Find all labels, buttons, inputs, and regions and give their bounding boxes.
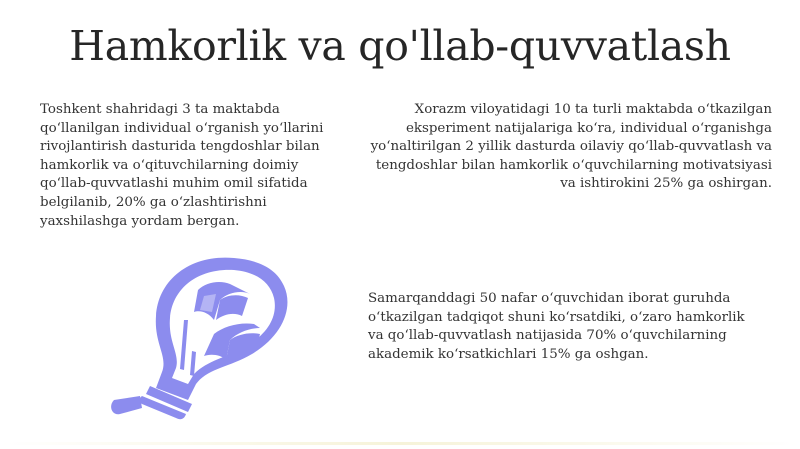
text-block-xorazm: Xorazm viloyatidagi 10 ta turli maktabda oʻtkazilgan eksperiment natijalariga koʻra, individual oʻrganishga yoʻnaltirilgan 2 yillik dasturda oilaviy qoʻllab-quvvatlash va tengdoshlar bilan hamkorlik oʻquvchilarning motivatsiyasi va ishtirokini 25% ga oshirgan.	[370, 102, 772, 192]
text-block-samarqand: Samarqanddagi 50 nafar oʻquvchidan iborat guruhda oʻtkazilgan tadqiqot shuni koʻrsatdiki, oʻzaro hamkorlik va qoʻllab-quvvatlash natijasida 70% oʻquvchilarning akademik koʻrsatkichlari 15% ga oshgan.	[368, 291, 745, 362]
lightbulb-book-icon	[84, 250, 320, 420]
page-title: Hamkorlik va qo'llab-quvvatlash	[69, 22, 731, 70]
bottom-divider	[0, 442, 800, 445]
text-block-toshkent: Toshkent shahridagi 3 ta maktabda qoʻllanilgan individual oʻrganish yoʻllarini rivojlantirish dasturida tengdoshlar bilan hamkorlik va oʻqituvchilarning doimiy qoʻllab-quvvatlashi muhim omil sifatida belgilanib, 20% ga oʻzlashtirishni yaxshilashga yordam bergan.	[40, 102, 324, 229]
